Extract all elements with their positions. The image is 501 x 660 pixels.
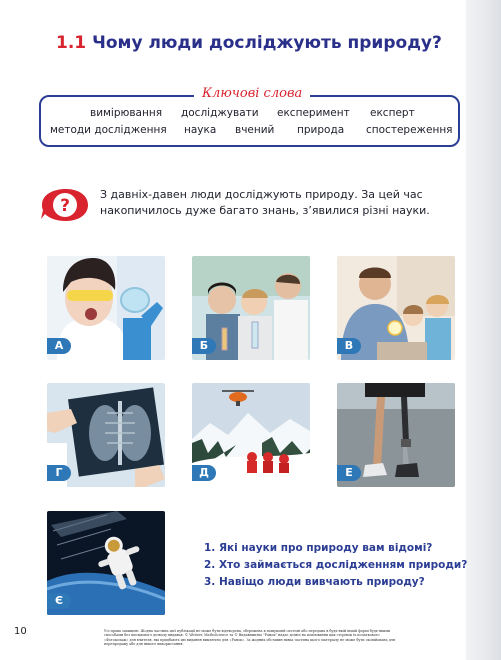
section-title-text: Чому люди досліджують природу?: [92, 33, 442, 53]
svg-text:?: ?: [60, 196, 70, 216]
question-item: 3. Навіщо люди вивчають природу?: [204, 576, 425, 588]
photo-letter-f: Е: [337, 465, 361, 481]
photo-a: [47, 256, 165, 360]
keyword: експеримент: [277, 107, 350, 119]
photo-letter-d: Г: [47, 465, 71, 481]
question-icon: [40, 188, 90, 222]
keywords-title: Ключові слова: [194, 86, 310, 101]
photo-g: [47, 511, 165, 615]
keyword: вчений: [235, 124, 275, 136]
page-edge-shade: [466, 0, 501, 660]
photo-letter-e: Д: [192, 465, 216, 481]
keyword: вимірювання: [90, 107, 163, 119]
photo-c: [337, 256, 455, 360]
photo-f: [337, 383, 455, 487]
keyword: досліджувати: [181, 107, 259, 119]
question-item: 2. Хто займається дослідженням природи?: [204, 559, 468, 571]
copyright-notice: Усі права захищені. Жодна частина цієї публікації не може бути відтворена, збережена в пошуковій системі або передана в будь-якій іншій формі будь-якими способами без письмового дозволу видавця. © Weitzer, MathsScience та © Видавництво "Ранок" надає дозвіл на копіювання цих сторінок їх початкового «Фотоколаж» для вчителя, які придбають цю видання виключно для «Ранок». За жодних обставин ніяка частина цього матеріалу не може бути скопійована для перепродажу або для іншого використання.: [104, 629, 395, 647]
page-number: 10: [14, 626, 27, 637]
questions-list: [204, 540, 467, 591]
keyword: наука: [184, 124, 217, 136]
keyword: експерт: [370, 107, 415, 119]
photo-letter-b: Б: [192, 338, 216, 354]
section-number: 1.1: [56, 33, 87, 53]
keywords-box: [39, 95, 460, 147]
photo-b: [192, 256, 310, 360]
photo-letter-a: А: [47, 338, 71, 354]
intro-text: З давніх-давен люди досліджують природу. За цей час накопичилось дуже багато знань, з’явилися різні науки.: [100, 188, 430, 217]
photo-d: [47, 383, 165, 487]
photo-letter-g: Є: [47, 593, 71, 609]
section-title: [56, 33, 442, 53]
photo-e: [192, 383, 310, 487]
photo-letter-c: В: [337, 338, 361, 354]
keyword: природа: [297, 124, 345, 136]
question-item: 1. Які науки про природу вам відомі?: [204, 542, 433, 554]
keyword: спостереження: [366, 124, 453, 136]
keyword: методи дослідження: [50, 124, 167, 136]
